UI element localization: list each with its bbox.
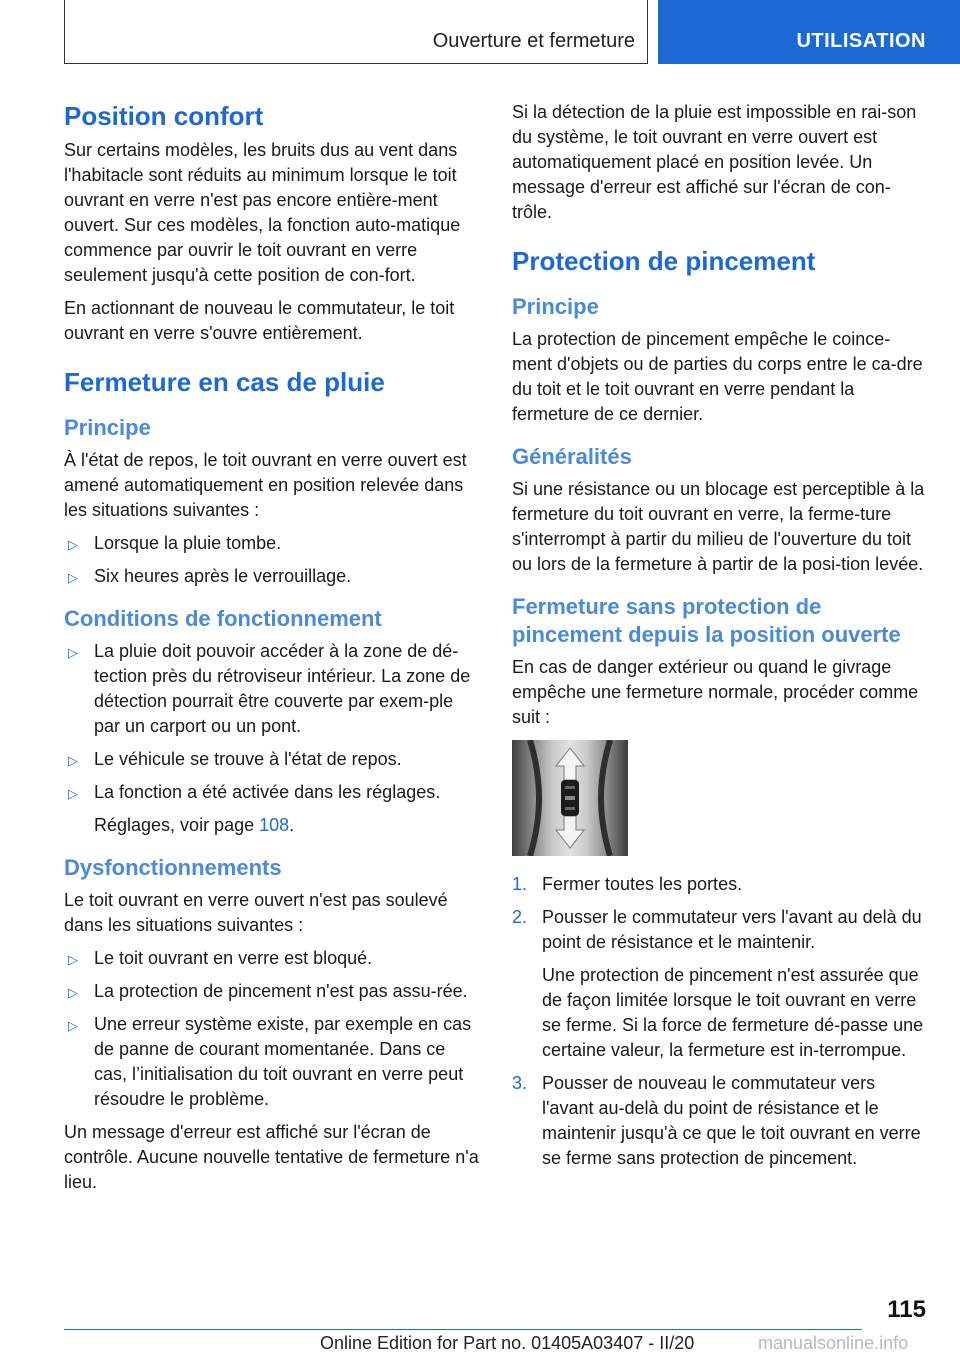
paragraph-detection: Si la détection de la pluie est impossible en rai-son du système, le toit ouvrant en verre ouvert est automatiquement placé en position levée. Un message d'erreur est affiché sur l'écran de con-trôle.: [512, 102, 917, 222]
step2-note: Une protection de pincement n'est assurée que de façon limitée lorsque le toit ouvrant en verre se ferme. Si la force de fermeture dé-passe une certaine valeur, la fermeture est in-terrompue.: [542, 965, 924, 1060]
heading-principe-right: Principe: [512, 294, 599, 319]
roof-switch-illustration: [512, 740, 628, 856]
header-section-title: Ouverture et fermeture: [432, 30, 635, 52]
paragraph-principe-right: La protection de pincement empêche le coince-ment d'objets ou de parties du corps entre le ca-dre du toit et le toit ouvrant en verre pendant la fermeture de ce dernier.: [512, 329, 923, 424]
step-number: 3.: [512, 1073, 528, 1093]
paragraph-confort-1: Sur certains modèles, les bruits dus au vent dans l'habitacle sont réduits au minimum lorsque le toit ouvrant en verre n'est pas encore entière-ment ouvert. Sur ces modèles, la fonction auto-matique commence par ouvrir le toit ouvrant en verre seulement jusqu'à cette position de con-fort.: [64, 140, 461, 285]
steps-list-continued: [512, 1071, 928, 1171]
paragraph-generalites: Si une résistance ou un blocage est perceptible à la fermeture du toit ouvrant en verre, la ferme-ture s'interrompt à partir du milieu de l'ouverture du toit ou lors de la fermeture à partir de la posi-tion levée.: [512, 479, 925, 574]
right-column: [512, 100, 928, 1179]
triangle-right-icon: ▷: [68, 985, 78, 1000]
header-section-box: [64, 0, 648, 64]
page-link[interactable]: 108: [259, 815, 290, 835]
list-item: [64, 946, 480, 971]
paragraph-sans: En cas de danger extérieur ou quand le givrage empêche une fermeture normale, procéder comme suit :: [512, 657, 919, 727]
principe-list: [64, 531, 480, 589]
heading-position-confort: Position confort: [64, 101, 264, 131]
list-item: [64, 639, 480, 739]
reglages-text: Réglages, voir page: [94, 815, 260, 835]
watermark: manualsonline.info: [758, 1333, 909, 1353]
list-item: [64, 564, 480, 589]
step-item: [512, 1071, 928, 1171]
heading-protection-pincement: Protection de pincement: [512, 246, 816, 276]
triangle-right-icon: ▷: [68, 952, 78, 967]
list-item-text: Une erreur système existe, par exemple en cas de panne de courant momentanée. Dans ce cas, l’initialisation du toit ouvrant en verre peut résoudre le problème.: [94, 1014, 472, 1109]
edition-info: Online Edition for Part no. 01405A03407 - II/20: [320, 1333, 695, 1353]
paragraph-dysf-end: Un message d'erreur est affiché sur l'écran de contrôle. Aucune nouvelle tentative de fermeture n'a lieu.: [64, 1122, 479, 1192]
triangle-right-icon: ▷: [68, 570, 78, 585]
list-item-text: La fonction a été activée dans les réglages.: [94, 782, 441, 802]
heading-dysfonctionnements: Dysfonctionnements: [64, 855, 282, 880]
list-item: [64, 979, 480, 1004]
list-item-text: La protection de pincement n'est pas assu-rée.: [94, 981, 468, 1001]
step-item: [512, 872, 928, 897]
heading-fermeture-pluie: Fermeture en cas de pluie: [64, 367, 385, 397]
footer-divider: [64, 1329, 862, 1330]
list-item-text: Lorsque la pluie tombe.: [94, 533, 282, 553]
step-item: [512, 905, 928, 955]
roof-switch-photo: [512, 740, 628, 856]
triangle-right-icon: ▷: [68, 1018, 78, 1033]
header-chapter-box: [658, 0, 960, 64]
paragraph-dysf: Le toit ouvrant en verre ouvert n'est pas soulevé dans les situations suivantes :: [64, 890, 448, 935]
list-item: [64, 747, 480, 772]
list-item: [64, 1012, 480, 1112]
header-chapter-title: UTILISATION: [796, 30, 926, 52]
step-number: 1.: [512, 874, 528, 894]
page-header: [0, 0, 960, 66]
list-item-text: La pluie doit pouvoir accéder à la zone de dé-tection près du rétroviseur intérieur. La zone de détection pourrait être couverte par exem-ple par un carport ou un pont.: [94, 641, 471, 736]
reglages-reference: Réglages, voir page 108.: [94, 815, 295, 835]
triangle-right-icon: ▷: [68, 537, 78, 552]
steps-list: [512, 872, 928, 955]
conditions-list: [64, 639, 480, 805]
heading-generalites: Généralités: [512, 444, 632, 469]
step-text: Pousser de nouveau le commutateur vers l'avant au-delà du point de résistance et le maintenir jusqu'à ce que le toit ouvrant en verre se ferme sans protection de pincement.: [542, 1073, 921, 1168]
dysf-list: [64, 946, 480, 1112]
page-number: 115: [887, 1296, 926, 1323]
step-number: 2.: [512, 907, 528, 927]
heading-principe: Principe: [64, 415, 151, 440]
heading-fermeture-sans-protection: Fermeture sans protection de pincement depuis la position ouverte: [512, 594, 901, 647]
left-column: [64, 100, 480, 1203]
triangle-right-icon: ▷: [68, 753, 78, 768]
list-item: [64, 780, 480, 805]
list-item-text: Le véhicule se trouve à l'état de repos.: [94, 749, 402, 769]
list-item-text: Six heures après le verrouillage.: [94, 566, 352, 586]
step-text: Pousser le commutateur vers l'avant au delà du point de résistance et le maintenir.: [542, 907, 922, 952]
heading-conditions: Conditions de fonctionnement: [64, 606, 382, 631]
paragraph-confort-2: En actionnant de nouveau le commutateur, le toit ouvrant en verre s'ouvre entièrement.: [64, 298, 455, 343]
step-text: Fermer toutes les portes.: [542, 874, 743, 894]
list-item: [64, 531, 480, 556]
triangle-right-icon: ▷: [68, 645, 78, 660]
list-item-text: Le toit ouvrant en verre est bloqué.: [94, 948, 373, 968]
paragraph-principe: À l'état de repos, le toit ouvrant en verre ouvert est amené automatiquement en position relevée dans les situations suivantes :: [64, 450, 467, 520]
triangle-right-icon: ▷: [68, 786, 78, 801]
